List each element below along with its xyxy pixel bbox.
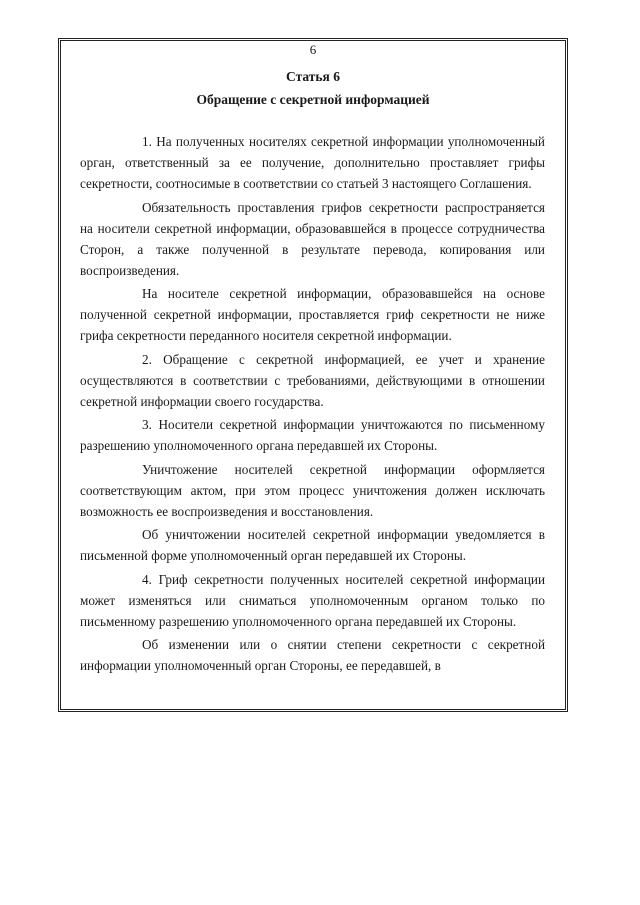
- page-frame: [58, 38, 568, 712]
- paragraph: Об изменении или о снятии степени секретности с секретной информации уполномоченный орган Стороны, ее передавшей, в: [80, 637, 545, 673]
- paragraph: 3. Носители секретной информации уничтожаются по письменному разрешению уполномоченного органа передавшей их Стороны.: [80, 417, 545, 453]
- paragraph: 2. Обращение с секретной информацией, ее учет и хранение осуществляются в соответствии с требованиями, действующими в отношении секретной информации своего государства.: [80, 351, 545, 409]
- paragraph: На носителе секретной информации, образовавшейся на основе полученной секретной информации, проставляется гриф секретности не ниже грифа секретности переданного носителя секретной информации.: [80, 286, 545, 343]
- article-title: Статья 6: [286, 69, 340, 84]
- page-number: 6: [309, 42, 317, 57]
- paragraph: 1. На полученных носителях секретной информации уполномоченный орган, ответственный за ее получение, дополнительно проставляет грифы секретности, соотносимые в соответствии со статьей 3 настоящего Соглашения.: [80, 134, 545, 191]
- document-body: [80, 131, 545, 676]
- paragraph: 4. Гриф секретности полученных носителей секретной информации может изменяться или сниматься уполномоченным органом только по письменному разрешению уполномоченного органа передавшей их Стороны.: [80, 571, 545, 629]
- paragraph: Уничтожение носителей секретной информации оформляется соответствующим актом, при этом процесс уничтожения должен исключать возможность ее воспроизведения и восстановления.: [80, 461, 545, 519]
- paragraph: Обязательность проставления грифов секретности распространяется на носители секретной информации, образовавшейся в процессе сотрудничества Сторон, а также полученной в результате перевода, копирования или воспроизведения.: [80, 199, 545, 278]
- article-subtitle: Обращение с секретной информацией: [196, 92, 430, 107]
- paragraph: Об уничтожении носителей секретной информации уведомляется в письменной форме уполномоченный орган передавшей их Стороны.: [80, 527, 545, 563]
